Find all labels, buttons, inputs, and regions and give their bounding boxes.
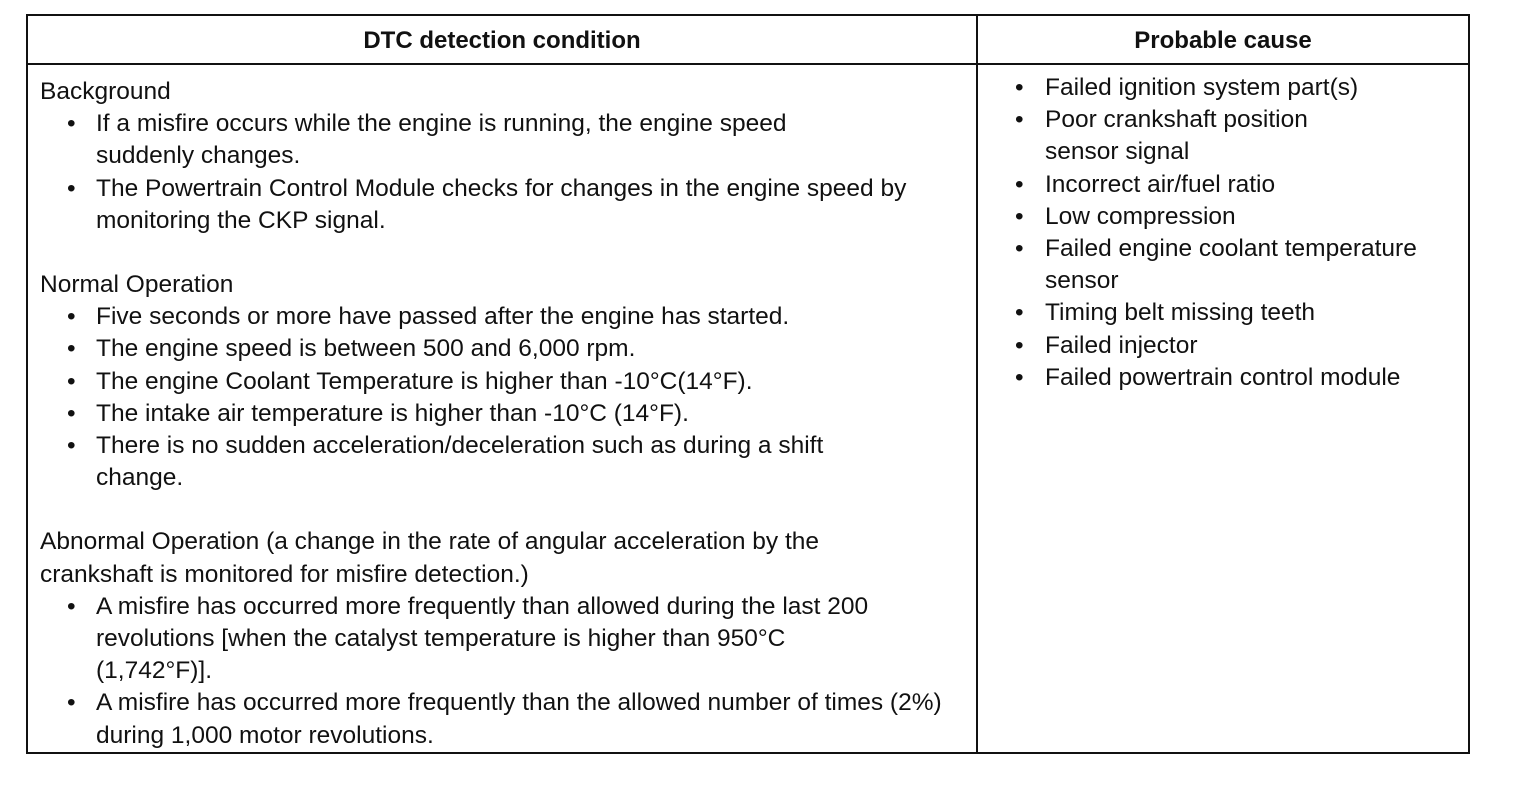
list-item xyxy=(40,366,970,398)
header-dtc-detection-condition: DTC detection condition xyxy=(363,27,641,54)
column-divider xyxy=(976,16,978,752)
list-item-text: Incorrect air/fuel ratio xyxy=(1045,170,1276,198)
header-divider xyxy=(28,63,1468,65)
list-item xyxy=(40,398,970,430)
list-item xyxy=(1015,201,1465,233)
bullet-glyph: • xyxy=(1015,106,1024,134)
bullet-glyph: • xyxy=(67,592,76,620)
list-item-text: A misfire has occurred more frequently than the allowed number of times (2%) during 1,000 motor revolutions. xyxy=(96,689,942,749)
list-item xyxy=(40,430,841,494)
list-item xyxy=(40,687,956,751)
list-item-text: Five seconds or more have passed after the engine has started. xyxy=(96,303,790,331)
list-item-text: Timing belt missing teeth xyxy=(1045,299,1316,327)
dtc-table xyxy=(26,14,1470,754)
probable-cause-list xyxy=(1015,72,1465,394)
bullet-glyph: • xyxy=(67,110,76,138)
bullet-list xyxy=(40,108,970,237)
section-title: Background xyxy=(40,78,171,105)
list-item xyxy=(40,333,970,365)
section-spacer xyxy=(40,494,970,526)
list-item-text: Failed engine coolant temperature sensor xyxy=(1045,235,1417,295)
bullet-glyph: • xyxy=(1015,235,1024,263)
list-item-text: The engine speed is between 500 and 6,000 rpm. xyxy=(96,335,636,363)
list-item xyxy=(1015,330,1465,362)
list-item xyxy=(1015,169,1465,201)
bullet-glyph: • xyxy=(1015,202,1024,230)
section-spacer xyxy=(40,237,970,269)
bullet-glyph: • xyxy=(67,303,76,331)
list-item xyxy=(40,301,970,333)
list-item-text: Failed ignition system part(s) xyxy=(1045,74,1359,101)
list-item xyxy=(1015,233,1485,297)
list-item-text: The Powertrain Control Module checks for changes in the engine speed by monitoring the CKP signal. xyxy=(96,174,907,234)
list-item-text: Low compression xyxy=(1045,202,1236,230)
bullet-glyph: • xyxy=(67,174,76,202)
bullet-glyph: • xyxy=(67,367,76,395)
bullet-glyph: • xyxy=(67,399,76,427)
bullet-list xyxy=(40,301,970,494)
bullet-glyph: • xyxy=(1015,363,1024,391)
list-item-text: The engine Coolant Temperature is higher than -10°C(14°F). xyxy=(96,367,753,395)
bullet-glyph: • xyxy=(67,432,76,460)
list-item-text: The intake air temperature is higher than -10°C (14°F). xyxy=(96,399,689,427)
detection-condition-cell xyxy=(40,76,970,752)
list-item xyxy=(40,108,886,172)
bullet-glyph: • xyxy=(1015,331,1024,359)
list-item xyxy=(1015,72,1465,104)
bullet-glyph: • xyxy=(1015,299,1024,327)
list-item-text: Poor crankshaft position sensor signal xyxy=(1045,106,1308,166)
section-background xyxy=(40,76,970,237)
bullet-glyph: • xyxy=(67,335,76,363)
list-item-text: There is no sudden acceleration/deceleration such as during a shift change. xyxy=(96,432,824,492)
list-item xyxy=(1015,297,1465,329)
section-normal-operation xyxy=(40,269,970,494)
list-item-text: Failed injector xyxy=(1045,331,1198,359)
probable-cause-cell xyxy=(1015,72,1465,394)
bullet-glyph: • xyxy=(67,689,76,717)
section-abnormal-operation xyxy=(40,526,970,751)
list-item xyxy=(40,591,886,688)
list-item-text: A misfire has occurred more frequently than allowed during the last 200 revolutions [when the catalyst temperature is higher than 950°C (1,742°F)]. xyxy=(96,592,869,685)
list-item-text: If a misfire occurs while the engine is running, the engine speed suddenly changes. xyxy=(96,110,787,170)
header-probable-cause: Probable cause xyxy=(1134,27,1312,54)
bullet-list xyxy=(40,591,970,752)
section-title: Abnormal Operation (a change in the rate of angular acceleration by the crankshaft is monitored for misfire detection.) xyxy=(40,528,820,588)
bullet-glyph: • xyxy=(1015,74,1024,101)
list-item-text: Failed powertrain control module xyxy=(1045,363,1401,391)
bullet-glyph: • xyxy=(1015,170,1024,198)
list-item xyxy=(40,173,966,237)
list-item xyxy=(1015,104,1365,168)
section-title: Normal Operation xyxy=(40,271,234,299)
list-item xyxy=(1015,362,1465,394)
